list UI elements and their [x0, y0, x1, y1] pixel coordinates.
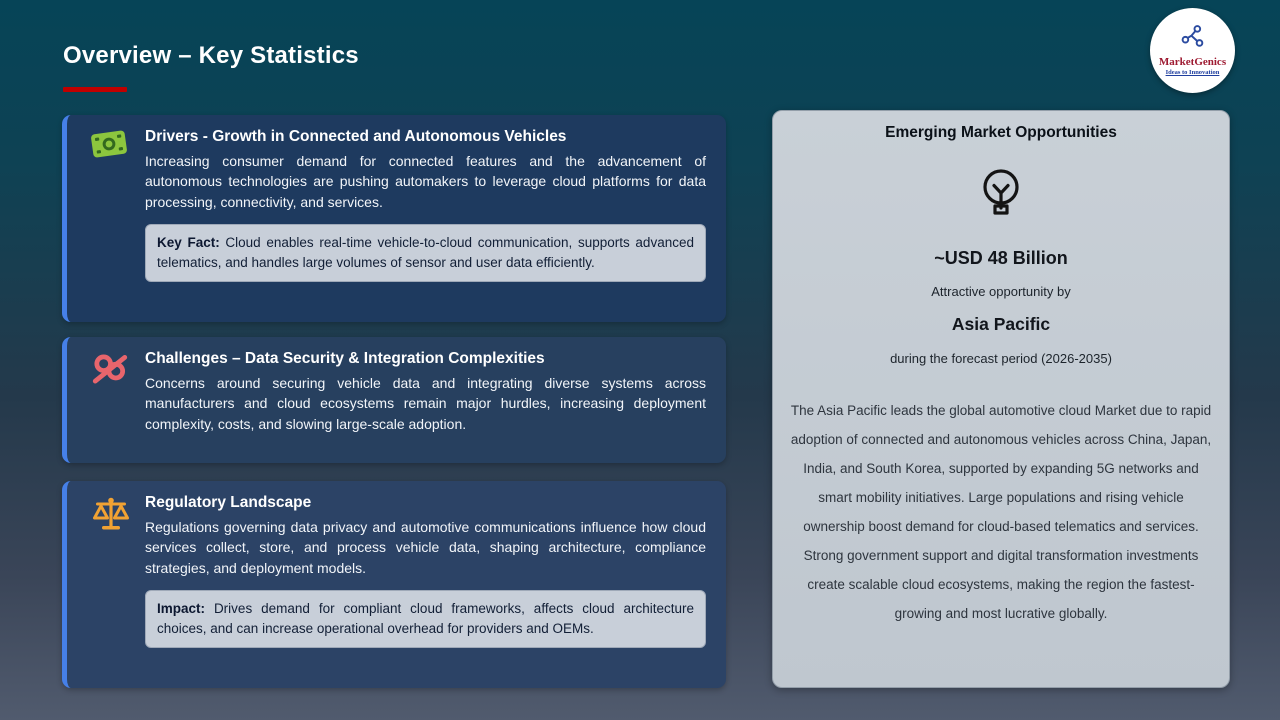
callout-label: Impact:	[157, 600, 206, 616]
impact-callout	[145, 590, 706, 648]
money-icon	[91, 128, 145, 162]
logo-tagline: Ideas to Innovation	[1165, 69, 1220, 77]
opportunity-description: The Asia Pacific leads the global automotive cloud Market due to rapid adoption of connected and autonomous vehicles across China, Japan, India, and South Korea, supported by expanding 5G networks and smart mobility initiatives. Large populations and rising vehicle ownership boost demand for cloud-based telematics and services. Strong government support and digital transformation investments create scalable cloud ecosystems, making the region the fastest-growing and most lucrative globally.	[790, 403, 1212, 622]
title-underline	[63, 87, 127, 92]
page-title: Overview – Key Statistics	[63, 42, 359, 69]
card-challenges	[62, 337, 726, 463]
key-statistics-cards	[62, 115, 726, 688]
card-title: Regulatory Landscape	[145, 494, 312, 511]
scales-icon	[91, 494, 145, 538]
marketgenics-logo	[1150, 8, 1235, 93]
panel-title: Emerging Market Opportunities	[885, 124, 1117, 141]
opportunity-region: Asia Pacific	[951, 314, 1051, 334]
molecule-icon	[1180, 25, 1206, 54]
card-title: Challenges – Data Security & Integration Complexities	[145, 350, 545, 367]
key-fact-callout	[145, 224, 706, 282]
callout-label: Key Fact:	[157, 234, 220, 250]
lightbulb-icon	[978, 166, 1024, 222]
card-body: Increasing consumer demand for connected features and the advancement of autonomous technologies are pushing automakers to leverage cloud platforms for data processing, connectivity, and services.	[145, 153, 706, 210]
card-body: Regulations governing data privacy and automotive communications influence how cloud services collect, store, and process vehicle data, shaping architecture, compliance strategies, and deployment models.	[145, 519, 706, 576]
card-body: Concerns around securing vehicle data and integrating diverse systems across manufacturers and cloud ecosystems remain major hurdles, increasing deployment complexity, costs, and slowing large-scale adoption.	[145, 375, 706, 432]
opportunity-panel	[772, 110, 1230, 688]
opportunity-value: ~USD 48 Billion	[934, 248, 1068, 268]
logo-name: MarketGenics	[1158, 55, 1227, 68]
card-title: Drivers - Growth in Connected and Autonomous Vehicles	[145, 128, 567, 145]
card-drivers	[62, 115, 726, 322]
opportunity-subtitle: Attractive opportunity by	[931, 284, 1071, 299]
opportunity-period: during the forecast period (2026-2035)	[890, 351, 1112, 366]
unlink-icon	[91, 350, 145, 390]
callout-text: Cloud enables real-time vehicle-to-cloud communication, supports advanced telematics, and handles large volumes of sensor and user data efficiently.	[157, 234, 694, 270]
callout-text: Drives demand for compliant cloud frameworks, affects cloud architecture choices, and can increase operational overhead for providers and OEMs.	[157, 600, 694, 636]
card-regulatory	[62, 481, 726, 688]
